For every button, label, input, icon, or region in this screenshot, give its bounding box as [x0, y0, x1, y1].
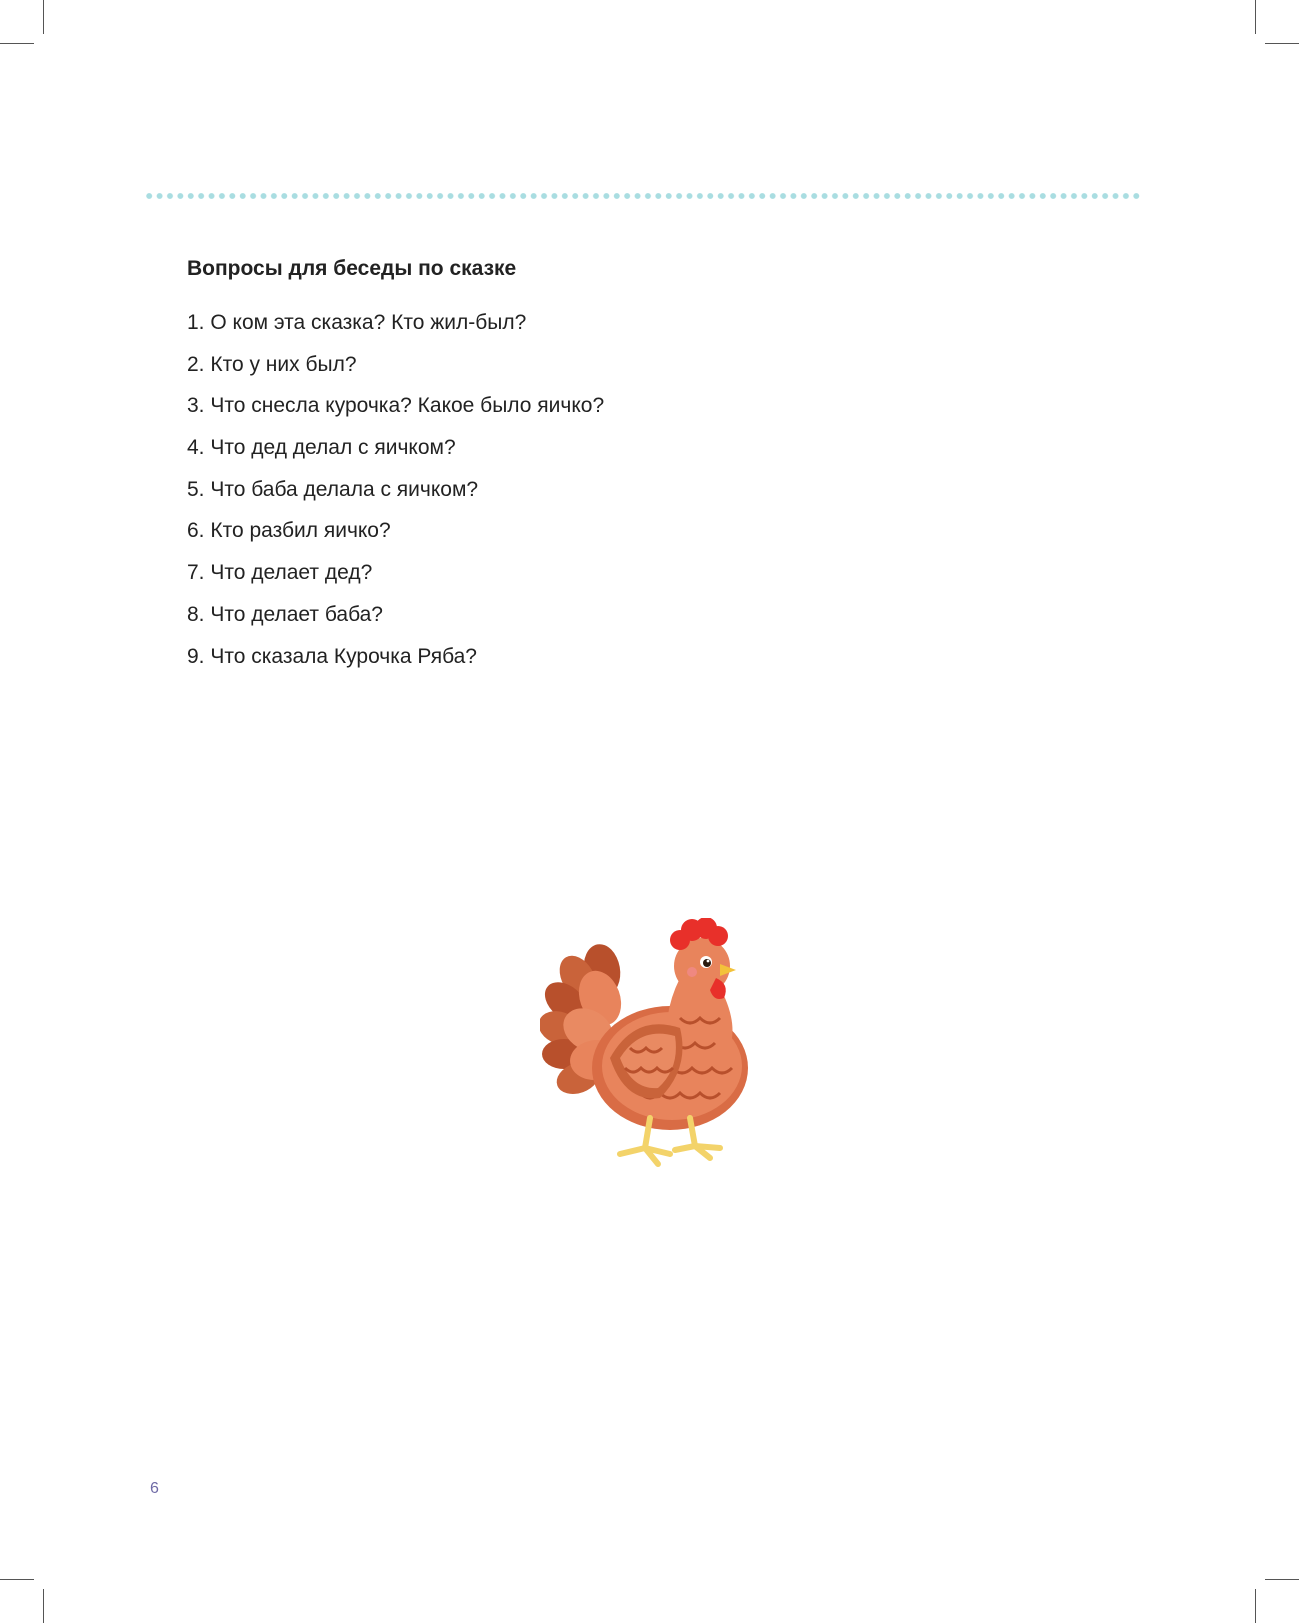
- question-item: 6. Кто разбил яичко?: [187, 519, 391, 543]
- question-item: 1. О ком эта сказка? Кто жил-был?: [187, 311, 527, 334]
- question-item: 4. Что дед делал с яичком?: [187, 436, 456, 460]
- hen-illustration: [540, 918, 770, 1183]
- question-item: 9. Что сказала Курочка Ряба?: [187, 644, 477, 668]
- question-item: 5. Что баба делала с яичком?: [187, 477, 479, 501]
- question-item: 2. Кто у них был?: [187, 352, 357, 376]
- question-item: 3. Что снесла курочка? Какое было яичко?: [187, 394, 605, 418]
- questions-list: [187, 310, 604, 685]
- crop-mark: [0, 43, 34, 44]
- crop-mark: [43, 0, 44, 34]
- dotted-divider: [144, 192, 1140, 200]
- crop-mark: [43, 1589, 44, 1623]
- crop-mark: [1255, 1589, 1256, 1623]
- crop-mark: [1265, 1579, 1299, 1580]
- crop-mark: [1265, 43, 1299, 44]
- crop-mark: [1255, 0, 1256, 34]
- question-item: 7. Что делает дед?: [187, 561, 373, 585]
- question-item: 8. Что делает баба?: [187, 602, 383, 626]
- crop-mark: [0, 1579, 34, 1580]
- section-heading: Вопросы для беседы по сказке: [187, 257, 517, 280]
- page-number: 6: [150, 1480, 159, 1497]
